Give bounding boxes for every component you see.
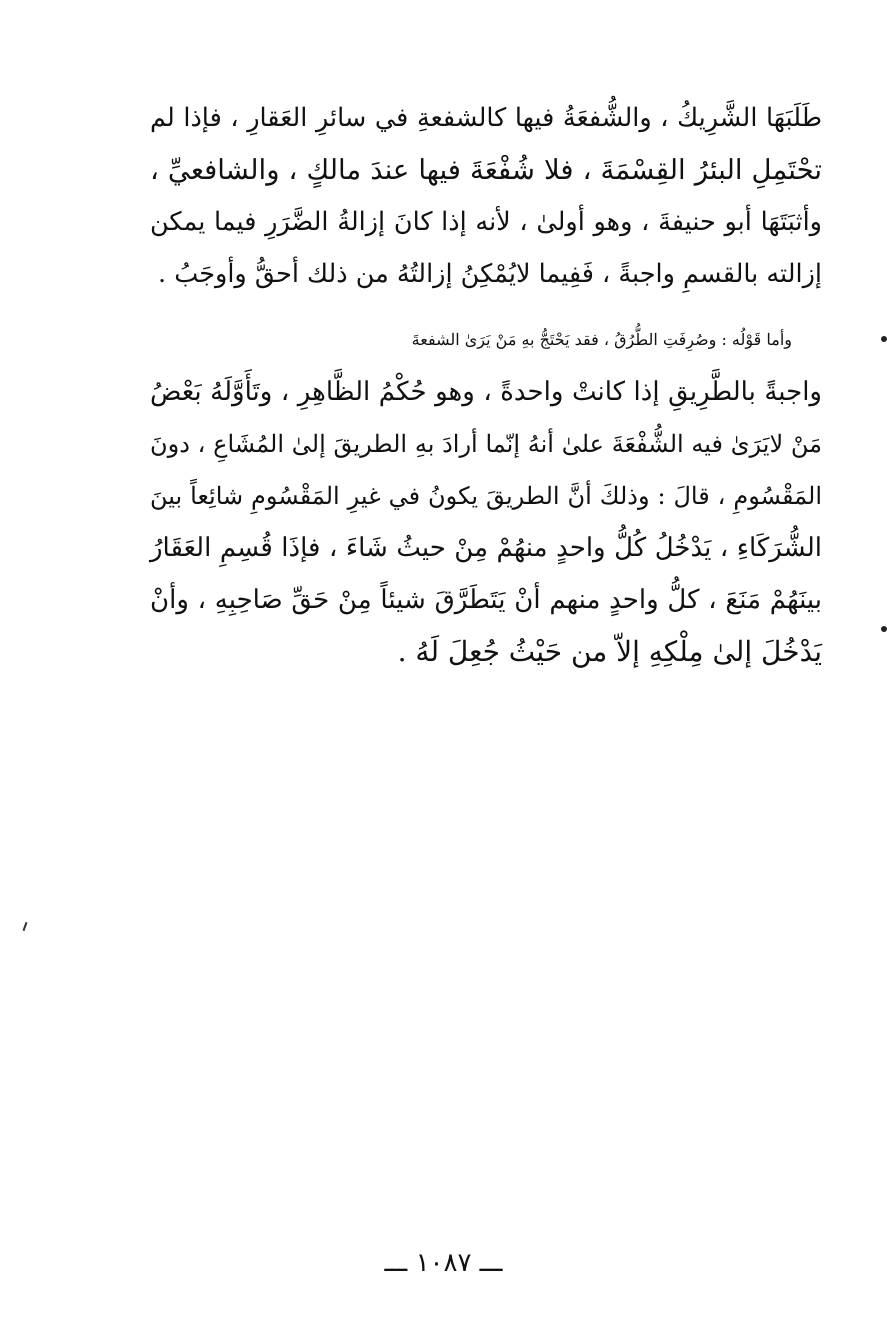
margin-mark (881, 626, 887, 632)
paragraph-line: وأما قَوْلُه : وصُرِفَتِ الطُّرُقُ ، فقد يَحْتَجُّ بهِ مَنْ يَرَىٰ الشفعةَ (411, 330, 792, 349)
paragraph-2 (150, 314, 822, 678)
paragraph-line: طَلَبَهَا الشَّرِيكُ ، والشُّفعَةُ فيها كالشفعةِ في سائرِ العَقارِ ، فإذا لم (150, 103, 822, 133)
page-number: ـــ ١٠٨٧ ـــ (384, 1248, 503, 1278)
paragraph-line: إزالته بالقسمِ واجبةً ، فَفِيما لايُمْكِنُ إزالتُهُ من ذلك أحقُّ وأوجَبُ . (157, 259, 822, 289)
paragraph-line: تحْتَمِلِ البئرُ القِسْمَةَ ، فلا شُفْعَةَ فيها عندَ مالكٍ ، والشافعيِّ ، (150, 154, 822, 186)
paragraph-line: الشُّرَكَاءِ ، يَدْخُلُ كُلُّ واحدٍ منهُمْ مِنْ حيثُ شَاءَ ، فإذَا قُسِمِ العَقَارُ (150, 533, 822, 563)
paragraph-line: واجبةً بالطَّرِيقِ إذا كانتْ واحدةً ، وهو حُكْمُ الظَّاهِرِ ، وتَأَوَّلَهُ بَعْضُ (150, 377, 822, 407)
paragraph-line: وأثبَتَهَا أبو حنيفةَ ، وهو أولىٰ ، لأنه إذا كانَ إزالةُ الضَّرَرِ فيما يمكن (150, 207, 822, 237)
paragraph-line: يَدْخُلَ إلىٰ مِلْكِهِ إلاّ من حَيْثُ جُعِلَ لَهُ . (397, 635, 822, 668)
scan-speck (23, 922, 28, 931)
paragraph-1 (150, 92, 822, 300)
margin-mark (881, 336, 887, 342)
paragraph-line: مَنْ لايَرَىٰ فيه الشُّفْعَةَ علىٰ أنهُ إنّما أرادَ بهِ الطريقَ إلىٰ المُشَاعِ ، دونَ (150, 430, 822, 458)
paragraph-line: المَقْسُومِ ، قالَ : وذلكَ أنَّ الطريقَ يكونُ في غيرِ المَقْسُومِ شائِعاً بينَ (150, 482, 822, 510)
paragraph-line: بينَهُمْ مَنَعَ ، كلُّ واحدٍ منهم أنْ يَتَطَرَّقَ شيئاً مِنْ حَقِّ صَاحِبِهِ ، وأنْ (150, 585, 822, 615)
